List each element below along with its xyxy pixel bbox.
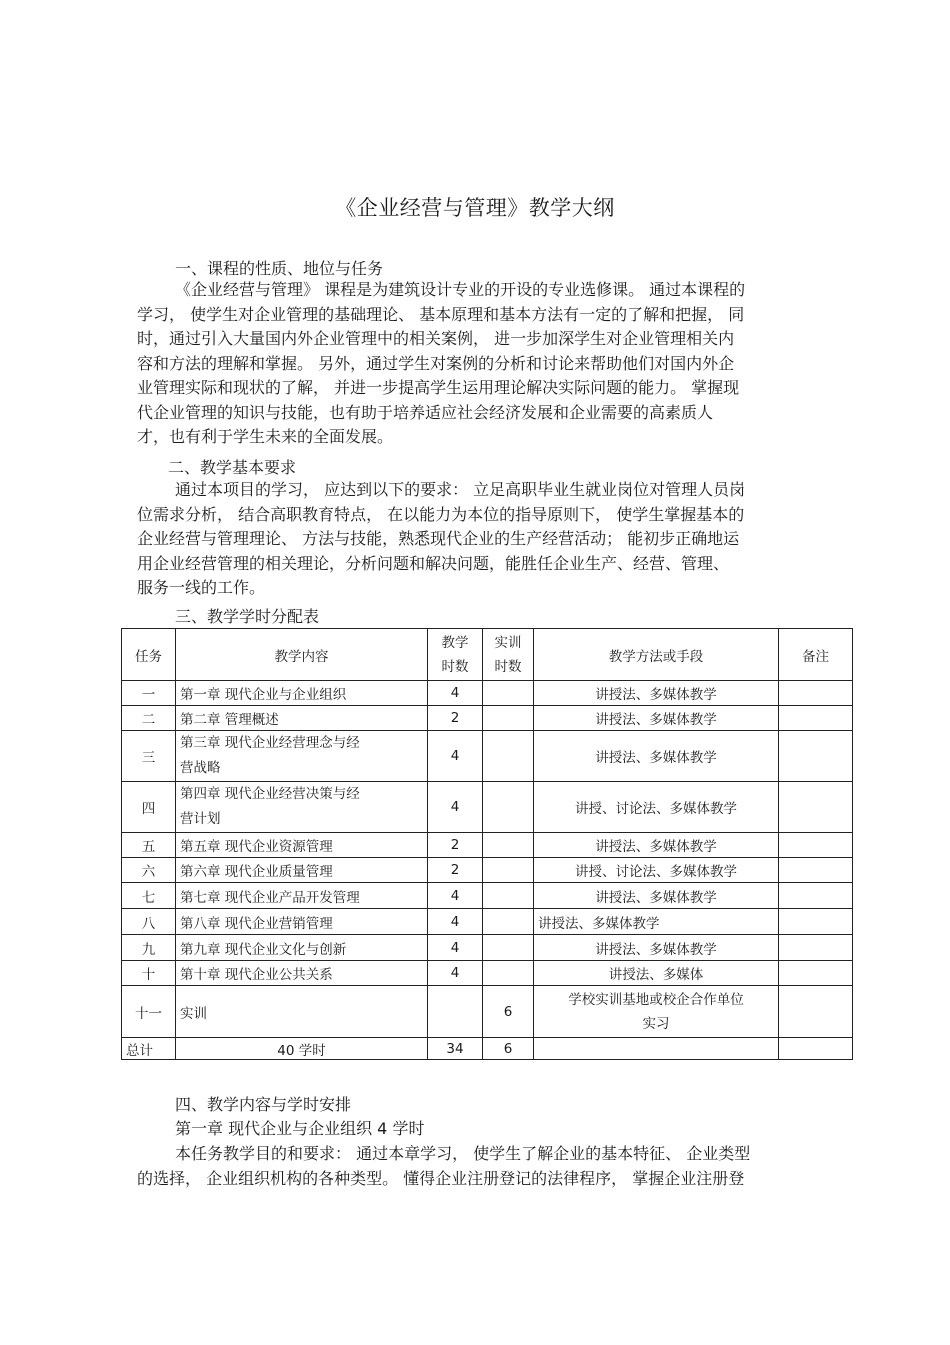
cell-note	[779, 858, 853, 883]
cell-practice	[483, 782, 534, 833]
header-note: 备注	[779, 629, 853, 681]
cell-content: 第三章 现代企业经营理念与经 营战略	[176, 731, 428, 782]
cell-note	[779, 706, 853, 731]
cell-task: 二	[122, 706, 176, 731]
paragraph-line: 业管理实际和现状的了解， 并进一步提高学生运用理论解决实际问题的能力。 掌握现	[137, 378, 740, 397]
cell-note	[779, 731, 853, 782]
paragraph-line: 学习， 使学生对企业管理的基础理论、 基本原理和基本方法有一定的了解和把握， 同	[137, 304, 745, 324]
cell-note	[779, 782, 853, 833]
cell-content: 第五章 现代企业资源管理	[176, 833, 428, 858]
table-row	[122, 961, 853, 986]
cell-task: 五	[122, 833, 176, 858]
cell-hours	[428, 986, 483, 1038]
cell-method: 讲授法、多媒体教学	[534, 706, 779, 731]
cell-method: 讲授法、多媒体教学	[534, 909, 779, 935]
section-1-paragraph	[137, 278, 837, 450]
cell-note	[779, 935, 853, 961]
cell-note	[779, 1038, 853, 1060]
cell-task: 四	[122, 782, 176, 833]
cell-practice	[483, 909, 534, 935]
cell-task: 七	[122, 883, 176, 909]
cell-practice: 6	[483, 1038, 534, 1060]
cell-practice	[483, 681, 534, 706]
table-row	[122, 858, 853, 883]
cell-hours: 4	[428, 681, 483, 706]
cell-practice	[483, 935, 534, 961]
objective-line: 的选择， 企业组织机构的各种类型。 懂得企业注册登记的法律程序， 掌握企业注册登	[137, 1169, 745, 1188]
cell-hours: 4	[428, 909, 483, 935]
section-1-heading: 一、课程的性质、地位与任务	[175, 259, 384, 278]
cell-method: 讲授法、多媒体教学	[534, 681, 779, 706]
header-content: 教学内容	[176, 629, 428, 681]
cell-method: 学校实训基地或校企合作单位 实习	[534, 986, 779, 1038]
paragraph-line: 位需求分析， 结合高职教育特点， 在以能力为本位的指导原则下， 使学生掌握基本的	[137, 504, 745, 524]
cell-task: 十	[122, 961, 176, 986]
cell-hours: 2	[428, 858, 483, 883]
paragraph-line: 服务一线的工作。	[137, 578, 266, 597]
cell-note	[779, 883, 853, 909]
table-row	[122, 681, 853, 706]
cell-method: 讲授法、多媒体	[534, 961, 779, 986]
cell-hours: 4	[428, 961, 483, 986]
paragraph-line: 容和方法的理解和掌握。 另外，通过学生对案例的分析和讨论来帮助他们对国内外企	[137, 353, 735, 373]
cell-practice	[483, 706, 534, 731]
cell-practice	[483, 833, 534, 858]
cell-method: 讲授、讨论法、多媒体教学	[534, 782, 779, 833]
cell-content: 第一章 现代企业与企业组织	[176, 681, 428, 706]
cell-content: 40 学时	[176, 1038, 428, 1060]
cell-method: 讲授法、多媒体教学	[534, 731, 779, 782]
cell-task: 八	[122, 909, 176, 935]
document-title: 《企业经营与管理》教学大纲	[335, 196, 615, 220]
header-method: 教学方法或手段	[534, 629, 779, 681]
section-2-paragraph	[137, 478, 837, 601]
cell-method: 讲授法、多媒体教学	[534, 883, 779, 909]
cell-content: 第七章 现代企业产品开发管理	[176, 883, 428, 909]
cell-note	[779, 986, 853, 1038]
header-task: 任务	[122, 629, 176, 681]
cell-method: 讲授、讨论法、多媒体教学	[534, 858, 779, 883]
paragraph-line: 企业经营与管理理论、 方法与技能，熟悉现代企业的生产经营活动； 能初步正确地运	[137, 529, 740, 548]
section-4-heading: 四、教学内容与学时安排	[175, 1095, 352, 1114]
cell-practice	[483, 883, 534, 909]
section-3-heading: 三、教学学时分配表	[175, 607, 320, 626]
cell-method: 讲授法、多媒体教学	[534, 935, 779, 961]
cell-content: 实训	[176, 986, 428, 1038]
cell-content: 第十章 现代企业公共关系	[176, 961, 428, 986]
header-hours: 教学 时数	[428, 629, 483, 681]
table-row	[122, 731, 853, 782]
table-total-row	[122, 1038, 853, 1060]
cell-task: 六	[122, 858, 176, 883]
table-row	[122, 883, 853, 909]
cell-note	[779, 909, 853, 935]
cell-hours: 34	[428, 1038, 483, 1060]
cell-hours: 4	[428, 883, 483, 909]
cell-content: 第二章 管理概述	[176, 706, 428, 731]
cell-task: 总计	[122, 1038, 176, 1060]
cell-content: 第九章 现代企业文化与创新	[176, 935, 428, 961]
table-row	[122, 909, 853, 935]
cell-method: 讲授法、多媒体教学	[534, 833, 779, 858]
cell-hours: 4	[428, 731, 483, 782]
cell-content: 第四章 现代企业经营决策与经 营计划	[176, 782, 428, 833]
paragraph-line: 通过本项目的学习， 应达到以下的要求： 立足高职毕业生就业岗位对管理人员岗	[175, 480, 746, 499]
header-practice: 实训 时数	[483, 629, 534, 681]
cell-hours: 2	[428, 833, 483, 858]
chapter-heading: 第一章 现代企业与企业组织 4 学时	[175, 1119, 425, 1138]
hours-allocation-table	[121, 628, 853, 1060]
objective-line: 本任务教学目的和要求： 通过本章学习， 使学生了解企业的基本特征、 企业类型	[175, 1144, 751, 1163]
cell-practice: 6	[483, 986, 534, 1038]
paragraph-line: 《企业经营与管理》 课程是为建筑设计专业的开设的专业选修课。 通过本课程的	[175, 280, 746, 299]
table-row	[122, 706, 853, 731]
cell-hours: 4	[428, 782, 483, 833]
cell-content: 第八章 现代企业营销管理	[176, 909, 428, 935]
cell-practice	[483, 858, 534, 883]
table-row	[122, 833, 853, 858]
table-header-row	[122, 629, 853, 681]
table-row	[122, 782, 853, 833]
section-2-heading: 二、教学基本要求	[168, 458, 297, 477]
paragraph-line: 时，通过引入大量国内外企业管理中的相关案例， 进一步加深学生对企业管理相关内	[137, 329, 735, 348]
cell-method	[534, 1038, 779, 1060]
cell-content: 第六章 现代企业质量管理	[176, 858, 428, 883]
paragraph-line: 用企业经营管理的相关理论，分析问题和解决问题，能胜任企业生产、经营、管理、	[137, 553, 730, 573]
cell-note	[779, 961, 853, 986]
paragraph-line: 代企业管理的知识与技能，也有助于培养适应社会经济发展和企业需要的高素质人	[137, 402, 714, 422]
cell-note	[779, 833, 853, 858]
cell-hours: 2	[428, 706, 483, 731]
cell-note	[779, 681, 853, 706]
cell-practice	[483, 961, 534, 986]
cell-task: 一	[122, 681, 176, 706]
cell-task: 十一	[122, 986, 176, 1038]
cell-task: 九	[122, 935, 176, 961]
cell-task: 三	[122, 731, 176, 782]
table-row	[122, 935, 853, 961]
table-row	[122, 986, 853, 1038]
paragraph-line: 才，也有利于学生未来的全面发展。	[137, 427, 394, 446]
cell-practice	[483, 731, 534, 782]
cell-hours: 4	[428, 935, 483, 961]
